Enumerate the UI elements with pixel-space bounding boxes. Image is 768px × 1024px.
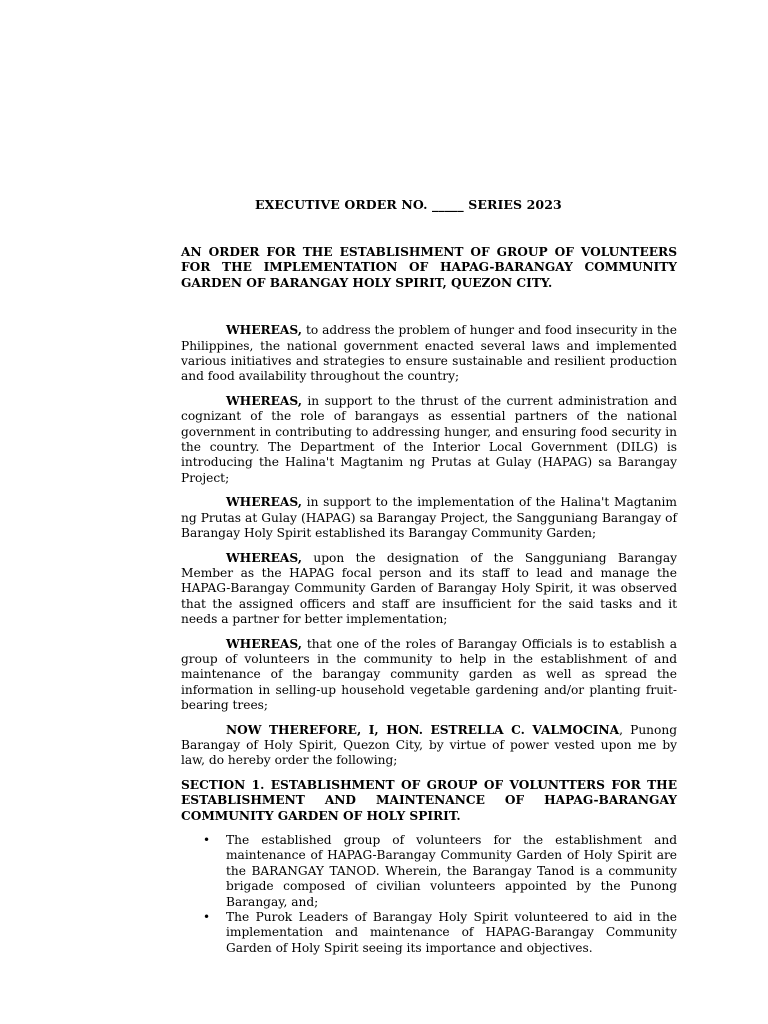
paragraph-text: in support to the implementation of the Halina't Magtanim ng Prutas at Gulay (HAPAG) sa Barangay Project, the Sangguniang Barangay of Barangay Holy Spirit established its Barangay Community Garden; xyxy=(181,495,677,541)
paragraph-lead: WHEREAS, xyxy=(226,550,302,565)
section-1-heading: SECTION 1. ESTABLISHMENT OF GROUP OF VOLUNTTERS FOR THE ESTABLISHMENT AND MAINTENANCE OF HAPAG-BARANGAY COMMUNITY GARDEN OF HOLY SPIRIT. xyxy=(181,777,677,823)
list-item-text: The Purok Leaders of Barangay Holy Spirit volunteered to aid in the implementation and maintenance of HAPAG-Barangay Community Garden of Holy Spirit seeing its importance and objectives. xyxy=(226,910,677,955)
paragraph-lead: WHEREAS, xyxy=(226,495,302,510)
now-therefore-paragraph xyxy=(181,723,677,769)
document-body xyxy=(181,245,677,956)
section-1-bullet-list xyxy=(181,833,677,956)
paragraph-lead: NOW THEREFORE, I, HON. ESTRELLA C. VALMOCINA xyxy=(226,722,620,737)
paragraph-lead: WHEREAS, xyxy=(226,393,302,408)
paragraph-text: , Punong Barangay of Holy Spirit, Quezon City, by virtue of power vested upon me by law, do hereby order the following; xyxy=(181,722,678,768)
paragraph-lead: WHEREAS, xyxy=(226,323,302,338)
list-item xyxy=(181,833,677,910)
list-item xyxy=(181,910,677,956)
paragraph-text: upon the designation of the Sangguniang Barangay Member as the HAPAG focal person and its staff to lead and manage the HAPAG-Barangay Community Garden of Barangay Holy Spirit, it was observed that the assigned officers and staff are insufficient for the said tasks and it needs a partner for better implementation; xyxy=(181,550,677,627)
list-item-text: The established group of volunteers for the establishment and maintenance of HAPAG-Barangay Community Garden of Holy Spirit are the BARANGAY TANOD. Wherein, the Barangay Tanod is a community brigade composed of civilian volunteers appointed by the Punong Barangay, and; xyxy=(226,833,677,909)
whereas-paragraph-5 xyxy=(181,637,677,714)
paragraph-text: in support to the thrust of the current administration and cognizant of the role of barangays as essential partners of the national government in contributing to addressing hunger, and ensuring food security in the country. The Department of the Interior Local Government (DILG) is introducing the Halina't Magtanim ng Prutas at Gulay (HAPAG) sa Barangay Project; xyxy=(181,393,677,485)
whereas-paragraph-2 xyxy=(181,394,677,486)
whereas-paragraph-3 xyxy=(181,495,677,541)
whereas-paragraph-1 xyxy=(181,323,677,385)
bullet-icon: • xyxy=(203,833,211,847)
paragraph-text: to address the problem of hunger and food insecurity in the Philippines, the national government enacted several laws and implemented various initiatives and strategies to ensure sustainable and resilient production and food availability throughout the country; xyxy=(181,323,677,384)
whereas-paragraph-4 xyxy=(181,551,677,628)
bullet-icon: • xyxy=(203,910,211,925)
order-subject: AN ORDER FOR THE ESTABLISHMENT OF GROUP OF VOLUNTEERS FOR THE IMPLEMENTATION OF HAPAG-BARANGAY COMMUNITY GARDEN OF BARANGAY HOLY SPIRIT, QUEZON CITY. xyxy=(181,245,677,290)
paragraph-lead: WHEREAS, xyxy=(226,636,302,651)
paragraph-text: that one of the roles of Barangay Officials is to establish a group of volunteers in the community to help in the establishment of and maintenance of the barangay community garden as well as spread the information in selling-up household vegetable gardening and/or planting fruit-bearing trees; xyxy=(181,636,677,713)
document-title: EXECUTIVE ORDER NO. _____ SERIES 2023 xyxy=(255,197,562,212)
